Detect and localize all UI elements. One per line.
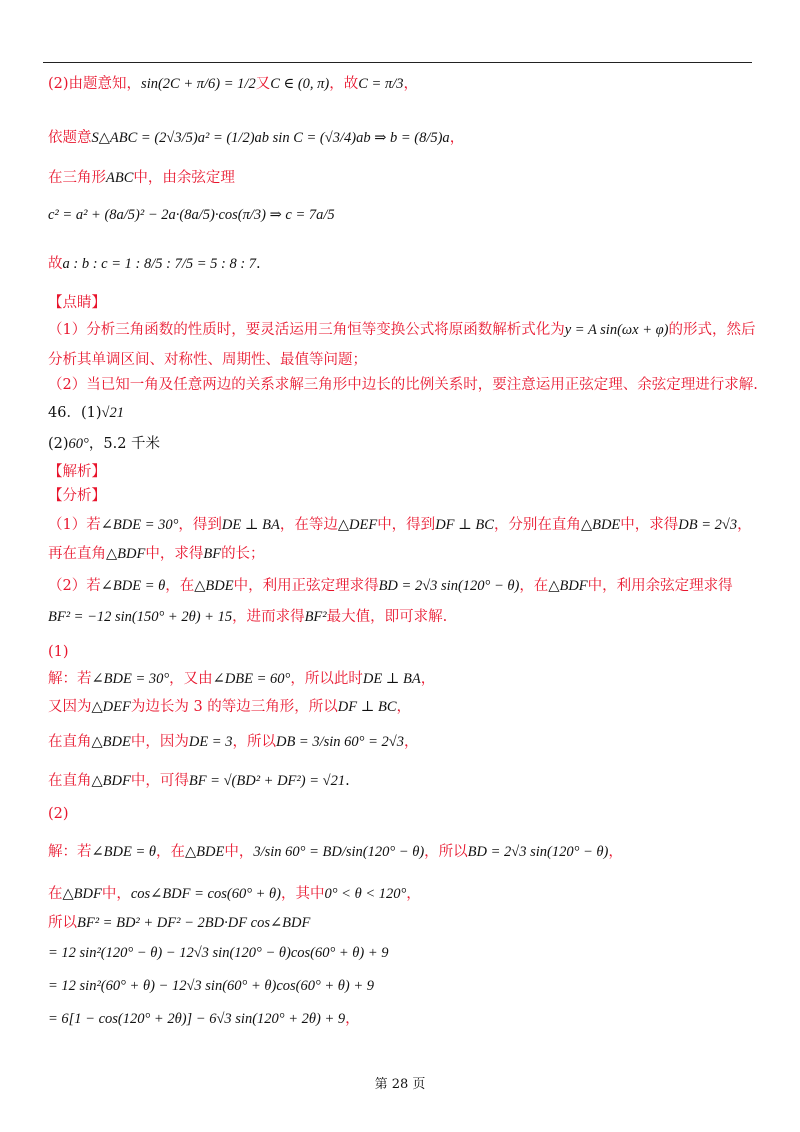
text-line — [48, 976, 758, 996]
math-expression: △DEF — [337, 517, 378, 533]
math-expression: △BDE — [194, 578, 234, 594]
text-line — [48, 943, 758, 963]
text-run: 中，求得 — [145, 546, 204, 562]
math-expression: △BDF — [548, 578, 588, 594]
text-run: 的形式，然后 — [668, 322, 756, 338]
text-line — [48, 168, 758, 188]
math-expression: △BDE — [580, 517, 621, 533]
math-expression: BF — [203, 546, 222, 562]
math-expression: DF ⊥ BC — [337, 699, 397, 715]
math-expression: ∠BDE = 30° — [91, 671, 170, 687]
math-expression: = 12 sin²(60° + θ) − 12√3 sin(60° + θ)cos(60° + θ) + 9 — [48, 978, 375, 994]
text-line — [48, 128, 758, 148]
text-run: ，其中 — [280, 886, 325, 902]
header-rule — [43, 62, 752, 63]
text-run: ，在 — [165, 578, 195, 594]
math-expression: ∠BDE = θ — [100, 578, 166, 594]
text-run: ，又由 — [169, 671, 213, 687]
text-run: ，5.2 千米 — [88, 436, 161, 452]
math-expression: 3/sin 60° = BD/sin(120° − θ) — [253, 844, 425, 860]
math-expression: △ABC — [98, 130, 138, 146]
text-run: . — [256, 256, 261, 272]
text-line — [48, 771, 758, 791]
text-run: ，在 — [519, 578, 549, 594]
math-expression: cos∠BDF = cos(60° + θ) — [130, 886, 281, 902]
text-run: (2) — [48, 806, 69, 822]
text-run: 在 — [48, 886, 63, 902]
math-expression: BD = 2√3 sin(120° − θ) — [467, 844, 609, 860]
text-run: （2）若 — [48, 578, 101, 594]
text-run: ， — [608, 844, 623, 860]
text-line — [48, 669, 758, 689]
math-expression: = 12 sin²(120° − θ) − 12√3 sin(120° − θ)cos(60° + θ) + 9 — [48, 945, 389, 961]
text-run: 解：若 — [48, 844, 92, 860]
text-line — [48, 320, 758, 340]
text-run: ，得到 — [178, 517, 222, 533]
math-expression: BF² = −12 sin(150° + 2θ) + 15 — [48, 609, 233, 625]
text-run: 在三角形 — [48, 170, 106, 186]
text-line — [48, 254, 758, 274]
text-line — [48, 403, 758, 423]
math-expression: C = π/3 — [358, 76, 404, 92]
text-run: 再在直角 — [48, 546, 106, 562]
math-expression: BF² = BD² + DF² − 2BD·DF cos∠BDF — [77, 915, 311, 931]
text-run: 中，由余弦定理 — [133, 170, 235, 186]
text-line — [48, 544, 758, 564]
text-run: 为边长为 3 的等边三角形，所以 — [130, 699, 338, 715]
text-run: 【解析】 — [48, 464, 106, 480]
text-run: 依题意 — [48, 130, 92, 146]
text-line — [48, 74, 758, 94]
text-run: ，故 — [329, 76, 359, 92]
math-expression: DB = 2√3 — [678, 517, 738, 533]
math-expression: DE = 3 — [188, 734, 233, 750]
math-expression: DF ⊥ BC — [435, 517, 494, 533]
text-line — [48, 607, 758, 627]
text-line — [48, 697, 758, 717]
math-expression: C ∈ (0, π) — [270, 76, 330, 92]
text-run: ，所以 — [424, 844, 468, 860]
text-run: 46．(1) — [48, 405, 102, 421]
math-expression: ABC — [106, 170, 134, 186]
text-run: ， — [420, 671, 436, 687]
text-line — [48, 576, 758, 596]
math-expression: c² = a² + (8a/5)² − 2a·(8a/5)·cos(π/3) ⇒ c = 7a/5 — [48, 207, 335, 223]
math-expression: △BDE — [185, 844, 225, 860]
text-run: 所以 — [48, 915, 77, 931]
text-line — [48, 462, 758, 482]
text-line — [48, 375, 758, 395]
text-run: （1）分析三角函数的性质时，要灵活运用三角恒等变换公式将原函数解析式化为 — [48, 322, 565, 338]
text-run: 【点睛】 — [48, 295, 106, 311]
text-run: 在直角 — [48, 734, 92, 750]
math-expression: = (2√3/5)a² = (1/2)ab sin C = (√3/4)ab ⇒ b = (8/5)a — [137, 130, 450, 146]
math-expression: = 6[1 − cos(120° + 2θ)] − 6√3 sin(120° + 2θ) + 9 — [48, 1011, 346, 1027]
math-expression: BF = √(BD² + DF²) = √21 — [188, 773, 346, 789]
math-expression: BD = 2√3 sin(120° − θ) — [378, 578, 520, 594]
math-expression: 60° — [68, 436, 89, 452]
math-expression: ∠DBE = 60° — [212, 671, 291, 687]
text-run: ， — [345, 1011, 360, 1027]
math-expression: DB = 3/sin 60° = 2√3 — [275, 734, 404, 750]
math-expression: △BDF — [62, 886, 102, 902]
text-run: 中， — [101, 886, 131, 902]
text-line — [48, 642, 758, 662]
text-run: 的长； — [221, 546, 265, 562]
math-expression: DE ⊥ BA — [362, 671, 421, 687]
text-run: 又 — [255, 76, 271, 92]
text-run: 最大值，即可求解. — [326, 609, 448, 625]
text-line — [48, 486, 758, 506]
text-run: 又因为 — [48, 699, 92, 715]
text-run: ，所以 — [232, 734, 276, 750]
text-run: . — [345, 773, 350, 789]
text-run: ， — [449, 130, 465, 146]
math-expression: 0° < θ < 120° — [324, 886, 407, 902]
math-expression: BF² — [304, 609, 327, 625]
text-line — [48, 884, 758, 904]
text-run: ，分别在直角 — [493, 517, 581, 533]
text-run: 分析其单调区间、对称性、周期性、最值等问题； — [48, 352, 367, 368]
text-run: 中，利用正弦定理求得 — [233, 578, 379, 594]
text-line — [48, 732, 758, 752]
text-line — [48, 205, 758, 225]
math-expression: S — [91, 130, 99, 146]
text-run: 在直角 — [48, 773, 92, 789]
text-run: ， — [396, 699, 412, 715]
text-run: 解：若 — [48, 671, 92, 687]
text-line — [48, 804, 758, 824]
text-line — [48, 293, 758, 313]
text-run: ， — [737, 517, 752, 533]
text-run: (1) — [48, 644, 69, 660]
math-expression: DE ⊥ BA — [221, 517, 280, 533]
math-expression: △BDF — [106, 546, 146, 562]
text-run: 中，可得 — [130, 773, 189, 789]
text-run: ，所以此时 — [290, 671, 363, 687]
text-line — [48, 434, 758, 454]
text-run: ，在等边 — [279, 517, 338, 533]
text-run: 中，求得 — [620, 517, 679, 533]
text-run: 中，因为 — [130, 734, 189, 750]
math-expression: sin(2C + π/6) = 1/2 — [141, 76, 256, 92]
text-run: ， — [403, 76, 419, 92]
text-run: 中， — [224, 844, 254, 860]
text-line — [48, 350, 758, 370]
math-expression: ∠BDE = 30° — [100, 517, 179, 533]
text-run: 故 — [48, 256, 63, 272]
math-expression: a : b : c = 1 : 8/5 : 7/5 = 5 : 8 : 7 — [62, 256, 257, 272]
math-expression: √21 — [101, 405, 124, 421]
math-expression: △BDF — [91, 773, 131, 789]
text-run: ，在 — [156, 844, 185, 860]
text-run: 中，利用余弦定理求得 — [587, 578, 733, 594]
text-line — [48, 1009, 758, 1029]
text-run: (2)由题意知， — [48, 76, 142, 92]
text-run: ，进而求得 — [232, 609, 305, 625]
text-run: （2）当已知一角及任意两边的关系求解三角形中边长的比例关系时，要注意运用正弦定理、余弦定理进行求解. — [48, 377, 758, 393]
text-run: ， — [406, 886, 421, 902]
math-expression: y = A sin(ωx + φ) — [564, 322, 669, 338]
text-run: （1）若 — [48, 517, 101, 533]
text-line — [48, 515, 758, 535]
text-run: 中，得到 — [377, 517, 436, 533]
text-line — [48, 913, 758, 933]
page-number: 第 28 页 — [374, 1077, 426, 1092]
math-expression: ∠BDE = θ — [91, 844, 156, 860]
text-run: (2) — [48, 436, 69, 452]
math-expression: △DEF — [91, 699, 131, 715]
text-run: ， — [403, 734, 419, 750]
text-run: 【分析】 — [48, 488, 106, 504]
text-line — [48, 842, 758, 862]
math-expression: △BDE — [91, 734, 131, 750]
